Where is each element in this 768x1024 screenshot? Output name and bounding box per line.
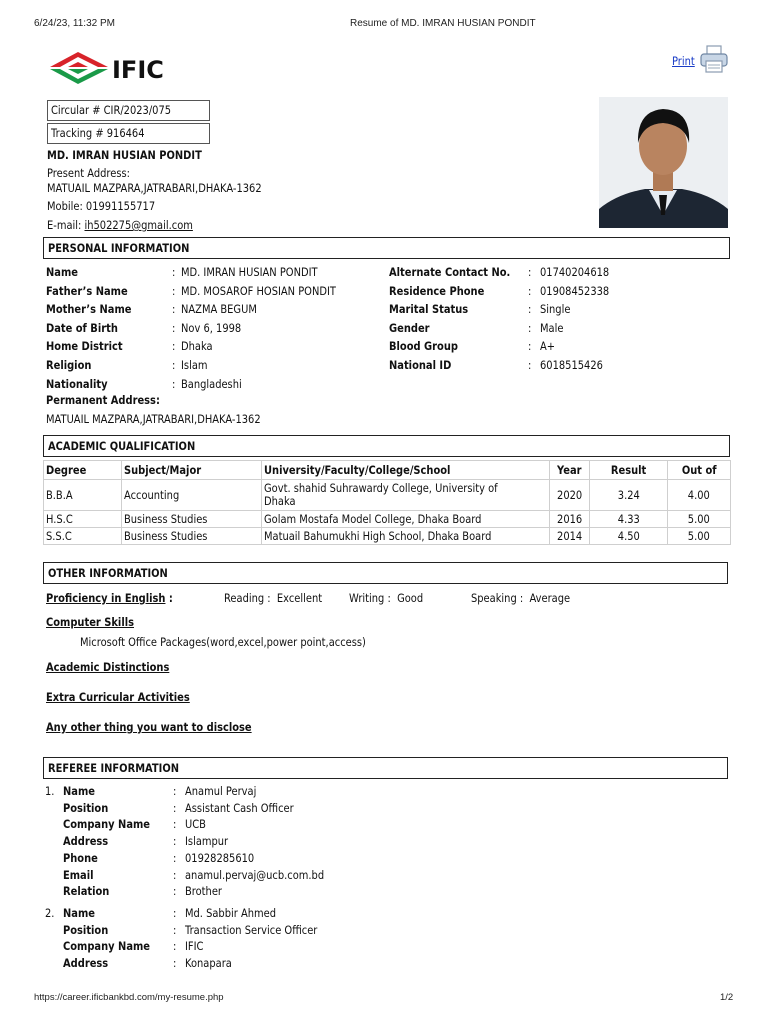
referee-field-value: Assistant Cash Officer xyxy=(185,800,294,815)
reading-value: Excellent xyxy=(276,591,323,605)
out-of-cell: 5.00 xyxy=(668,511,731,528)
personal-field-value: Bangladeshi xyxy=(181,376,242,391)
referee-field-colon: : xyxy=(173,817,177,832)
personal-field-colon: : xyxy=(528,358,532,372)
other-info-header: OTHER INFORMATION xyxy=(43,562,728,584)
col-out-of: Out of xyxy=(668,461,731,480)
logo-text: IFIC xyxy=(112,56,164,84)
personal-field-label: National ID xyxy=(389,358,452,372)
writing-skill xyxy=(349,591,423,605)
academic-header-row xyxy=(44,461,731,480)
referee-field-label: Company Name xyxy=(63,817,151,832)
referee-field-label: Position xyxy=(63,922,109,937)
ific-logo xyxy=(46,46,171,90)
referee-field-label: Address xyxy=(63,834,109,849)
circular-box xyxy=(47,100,210,121)
academic-table xyxy=(43,460,731,545)
referee-field-colon: : xyxy=(173,884,177,899)
referee-field-value: 01928285610 xyxy=(185,850,255,865)
email-link[interactable]: ih502275@gmail.com xyxy=(84,218,193,232)
personal-field-label: Mother’s Name xyxy=(46,302,132,317)
personal-field-value: Nov 6, 1998 xyxy=(181,320,242,335)
referee-field-value: Anamul Pervaj xyxy=(185,784,257,798)
personal-field-colon: : xyxy=(172,265,176,279)
institution-cell: Golam Mostafa Model College, Dhaka Board xyxy=(262,511,550,528)
institution-cell: Govt. shahid Suhrawardy College, University of Dhaka xyxy=(262,480,550,511)
personal-field-colon: : xyxy=(172,283,176,298)
referee-field-colon: : xyxy=(173,867,177,882)
personal-field-value: 01740204618 xyxy=(540,265,610,279)
referee-field-colon: : xyxy=(173,834,177,849)
personal-field-label: Religion xyxy=(46,358,92,372)
print-page-title: Resume of MD. IMRAN HUSIAN PONDIT xyxy=(350,18,536,29)
referee-field-colon: : xyxy=(173,939,177,954)
referee-field-label: Relation xyxy=(63,884,110,899)
applicant-name: MD. IMRAN HUSIAN PONDIT xyxy=(47,148,202,162)
tracking-number: Tracking # 916464 xyxy=(51,126,145,140)
referee-field-value: Brother xyxy=(185,884,222,899)
email-line xyxy=(47,218,193,232)
referee-number: 2. xyxy=(45,906,55,920)
table-row xyxy=(44,511,731,528)
referee-field-value: Konapara xyxy=(185,956,232,971)
personal-field-label: Nationality xyxy=(46,376,108,391)
speaking-skill xyxy=(471,591,570,605)
referee-info-header: REFEREE INFORMATION xyxy=(43,757,728,779)
personal-field-value: MD. IMRAN HUSIAN PONDIT xyxy=(181,265,318,279)
print-page-number: 1/2 xyxy=(720,992,734,1003)
personal-field-colon: : xyxy=(528,320,532,335)
degree-cell: B.B.A xyxy=(44,480,122,511)
table-row xyxy=(44,528,731,545)
english-proficiency-label: Proficiency in English : xyxy=(46,591,173,605)
referee-number: 1. xyxy=(45,784,55,798)
academic-header: ACADEMIC QUALIFICATION xyxy=(43,435,730,457)
personal-field-value: 6018515426 xyxy=(540,358,603,372)
present-address: MATUAIL MAZPARA,JATRABARI,DHAKA-1362 xyxy=(47,181,262,195)
out-of-cell: 4.00 xyxy=(668,480,731,511)
tracking-box xyxy=(47,123,210,144)
referee-field-label: Name xyxy=(63,784,95,798)
referee-field-colon: : xyxy=(173,850,177,865)
referee-field-colon: : xyxy=(173,784,177,798)
referee-field-label: Position xyxy=(63,800,109,815)
referee-field-value: anamul.pervaj@ucb.com.bd xyxy=(185,867,325,882)
print-link[interactable]: Print xyxy=(672,54,695,68)
circular-number: Circular # CIR/2023/075 xyxy=(51,103,172,117)
subject-cell: Business Studies xyxy=(122,528,262,545)
table-row xyxy=(44,480,731,511)
personal-field-colon: : xyxy=(528,265,532,279)
personal-field-label: Date of Birth xyxy=(46,320,118,335)
subject-cell: Business Studies xyxy=(122,511,262,528)
institution-cell: Matuail Bahumukhi High School, Dhaka Board xyxy=(262,528,550,545)
academic-distinctions-label: Academic Distinctions xyxy=(46,660,170,674)
permanent-address-label: Permanent Address: xyxy=(46,393,160,407)
personal-info-header: PERSONAL INFORMATION xyxy=(43,237,730,259)
permanent-address: MATUAIL MAZPARA,JATRABARI,DHAKA-1362 xyxy=(46,412,261,426)
referee-field-colon: : xyxy=(173,906,177,920)
speaking-label: Speaking : xyxy=(471,591,524,605)
result-cell: 4.50 xyxy=(590,528,668,545)
result-cell: 4.33 xyxy=(590,511,668,528)
year-cell: 2020 xyxy=(550,480,590,511)
personal-field-label: Marital Status xyxy=(389,302,469,317)
referee-field-value: IFIC xyxy=(185,939,204,954)
referee-field-label: Name xyxy=(63,906,95,920)
personal-field-colon: : xyxy=(172,320,176,335)
personal-field-colon: : xyxy=(172,339,176,354)
referee-field-colon: : xyxy=(173,922,177,937)
degree-cell: H.S.C xyxy=(44,511,122,528)
print-datetime: 6/24/23, 11:32 PM xyxy=(34,18,115,29)
referee-field-label: Company Name xyxy=(63,939,151,954)
personal-field-label: Home District xyxy=(46,339,123,354)
subject-cell: Accounting xyxy=(122,480,262,511)
personal-field-value: Male xyxy=(540,320,564,335)
out-of-cell: 5.00 xyxy=(668,528,731,545)
col-year: Year xyxy=(550,461,590,480)
referee-field-value: Islampur xyxy=(185,834,229,849)
personal-field-label: Father’s Name xyxy=(46,283,128,298)
print-url: https://career.ificbankbd.com/my-resume.php xyxy=(34,992,224,1003)
extra-curricular-label: Extra Curricular Activities xyxy=(46,690,190,704)
year-cell: 2016 xyxy=(550,511,590,528)
personal-field-colon: : xyxy=(172,376,176,391)
personal-field-label: Residence Phone xyxy=(389,283,485,298)
col-subject: Subject/Major xyxy=(122,461,262,480)
personal-field-value: Islam xyxy=(181,358,208,372)
personal-field-colon: : xyxy=(528,302,532,317)
personal-field-label: Gender xyxy=(389,320,430,335)
personal-field-colon: : xyxy=(528,339,532,354)
personal-field-label: Blood Group xyxy=(389,339,458,354)
writing-label: Writing : xyxy=(349,591,391,605)
printer-icon[interactable] xyxy=(699,44,729,74)
referee-field-colon: : xyxy=(173,800,177,815)
personal-field-colon: : xyxy=(172,358,176,372)
computer-skills-label: Computer Skills xyxy=(46,615,135,629)
reading-skill xyxy=(224,591,322,605)
personal-field-value: Single xyxy=(540,302,571,317)
degree-cell: S.S.C xyxy=(44,528,122,545)
email-label: E-mail: xyxy=(47,218,82,232)
referee-field-value: Transaction Service Officer xyxy=(185,922,318,937)
referee-field-label: Address xyxy=(63,956,109,971)
personal-field-label: Alternate Contact No. xyxy=(389,265,511,279)
personal-field-value: A+ xyxy=(540,339,556,354)
computer-skills-value: Microsoft Office Packages(word,excel,power point,access) xyxy=(80,635,366,649)
result-cell: 3.24 xyxy=(590,480,668,511)
referee-field-label: Email xyxy=(63,867,94,882)
speaking-value: Average xyxy=(529,591,571,605)
mobile-line xyxy=(47,199,155,213)
col-degree: Degree xyxy=(44,461,122,480)
referee-field-value: UCB xyxy=(185,817,206,832)
personal-field-value: NAZMA BEGUM xyxy=(181,302,257,317)
personal-field-value: Dhaka xyxy=(181,339,213,354)
personal-field-value: MD. MOSAROF HOSIAN PONDIT xyxy=(181,283,336,298)
personal-field-colon: : xyxy=(172,302,176,317)
col-institution: University/Faculty/College/School xyxy=(262,461,550,480)
referee-field-value: Md. Sabbir Ahmed xyxy=(185,906,276,920)
personal-field-value: 01908452338 xyxy=(540,283,610,298)
referee-field-label: Phone xyxy=(63,850,98,865)
reading-label: Reading : xyxy=(224,591,271,605)
present-address-label: Present Address: xyxy=(47,166,130,180)
mobile-label: Mobile: xyxy=(47,199,83,213)
col-result: Result xyxy=(590,461,668,480)
personal-field-label: Name xyxy=(46,265,78,279)
personal-field-colon: : xyxy=(528,283,532,298)
referee-field-colon: : xyxy=(173,956,177,971)
disclose-label: Any other thing you want to disclose xyxy=(46,720,252,734)
writing-value: Good xyxy=(397,591,424,605)
applicant-photo xyxy=(599,97,728,228)
mobile-number: 01991155717 xyxy=(85,199,156,213)
year-cell: 2014 xyxy=(550,528,590,545)
